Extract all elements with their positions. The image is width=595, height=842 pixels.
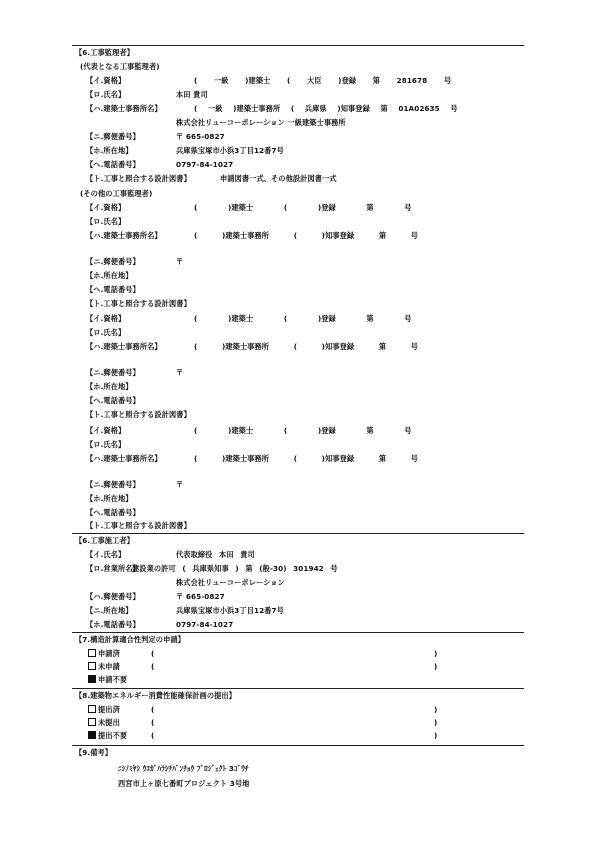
other3-sekkei-label: 【ト.工事と照合する設計図書】 [86, 521, 191, 530]
other1-jimusho-value: ( )建築士事務所 ( )知事登録 第 号 [194, 231, 419, 240]
checkbox[interactable] [88, 649, 96, 657]
remarks-kana: ﾆｼﾉﾐﾔｼ ｳｴｶﾞﾊﾗｼﾁﾊﾞﾝﾁｮｳ ﾌﾟﾛｼﾞｪｸﾄ 3ｺﾞｳﾁ [118, 764, 249, 773]
open-paren: ( [151, 731, 155, 740]
section-rule [72, 688, 524, 689]
rep-jimusho-value: ( 一級 )建築士事務所 ( 兵庫県 )知事登録 第 01A02635 号 [194, 104, 458, 113]
s8-option-row [88, 731, 127, 740]
s7-option-label: 申請不要 [98, 675, 128, 684]
rep-supervisor-heading: (代表となる工事監理者) [80, 62, 160, 71]
checkbox[interactable] [88, 662, 96, 670]
other1-denwa-label: 【ヘ.電話番号】 [86, 285, 140, 294]
contractor-denwa-label: 【ホ.電話番号】 [86, 620, 140, 629]
section-rule [72, 632, 524, 633]
close-paren: ) [434, 705, 438, 714]
other1-yubin-label: 【ニ.郵便番号】 [86, 257, 140, 266]
other3-denwa-label: 【ヘ.電話番号】 [86, 508, 140, 517]
checkbox[interactable] [88, 718, 96, 726]
s7-option-row [88, 662, 120, 671]
other1-sekkei-label: 【ト.工事と照合する設計図書】 [86, 299, 191, 308]
remarks-project-name: 西宮市上ヶ原七番町プロジェクト 3号地 [118, 779, 250, 788]
top-rule [72, 45, 524, 46]
other1-shimei-label: 【ロ.氏名】 [86, 217, 126, 226]
s8-option-row [88, 718, 120, 727]
rep-sekkei-label: 【ト.工事と照合する設計図書】 [86, 174, 191, 183]
open-paren: ( [151, 705, 155, 714]
rep-shozaichi-label: 【ホ.所在地】 [86, 146, 133, 155]
contractor-denwa-value: 0797-84-1027 [176, 620, 234, 629]
contractor-company: 株式会社リューコーポレーション [176, 578, 285, 587]
other2-shozaichi-label: 【ホ.所在地】 [86, 382, 133, 391]
other1-yubin-value: 〒 [176, 257, 184, 266]
section-rule [72, 533, 524, 534]
checkbox-checked[interactable] [88, 675, 96, 683]
contractor-yubin-label: 【ハ.郵便番号】 [86, 592, 140, 601]
section-8-heading: 【8.建築物エネルギー消費性能確保計画の提出】 [75, 691, 236, 700]
other2-shikaku-label: 【イ.資格】 [86, 314, 126, 323]
rep-shikaku-value: ( 一級 )建築士 ( 大臣 )登録 第 281678 号 [194, 76, 452, 85]
other3-jimusho-label: 【ハ.建築士事務所名】 [86, 454, 162, 463]
contractor-shimei-label: 【イ.氏名】 [86, 550, 126, 559]
rep-sekkei-value: 申請図書一式、その他設計図書一式 [220, 174, 337, 183]
other3-jimusho-value: ( )建築士事務所 ( )知事登録 第 号 [194, 454, 419, 463]
s8-option-label: 提出済 [98, 705, 120, 714]
s8-option-label: 未提出 [98, 718, 120, 727]
rep-jimusho-label: 【ハ.建築士事務所名】 [86, 104, 162, 113]
s8-option-row [88, 705, 120, 714]
other2-yubin-label: 【ニ.郵便番号】 [86, 368, 140, 377]
rep-jimusho-name: 株式会社リューコーポレーション 一級建築士事務所 [176, 118, 346, 127]
other1-shikaku-label: 【イ.資格】 [86, 203, 126, 212]
other1-jimusho-label: 【ハ.建築士事務所名】 [86, 231, 162, 240]
contractor-kyoka-label: 【ロ.営業所名】 [86, 564, 140, 573]
checkbox-checked[interactable] [88, 731, 96, 739]
rep-shikaku-label: 【イ.資格】 [86, 76, 126, 85]
other-supervisor-heading: (その他の工事監理者) [80, 189, 153, 198]
close-paren: ) [434, 649, 438, 658]
open-paren: ( [151, 662, 155, 671]
close-paren: ) [434, 718, 438, 727]
contractor-heading: 【6.工事施工者】 [75, 536, 134, 545]
other2-shimei-label: 【ロ.氏名】 [86, 328, 126, 337]
rep-denwa-label: 【ヘ.電話番号】 [86, 160, 140, 169]
rep-yubin-value: 〒 665-0827 [176, 132, 225, 141]
rep-yubin-label: 【ニ.郵便番号】 [86, 132, 140, 141]
s7-option-row [88, 649, 120, 658]
other2-shikaku-value: ( )建築士 ( )登録 第 号 [194, 314, 412, 323]
close-paren: ) [434, 731, 438, 740]
contractor-kyoka-value: 建設業の許可 ( 兵庫県知事 ) 第 (般-30) 301942 号 [132, 564, 338, 573]
contractor-shimei-value: 代表取締役 本田 貴司 [176, 550, 255, 559]
rep-denwa-value: 0797-84-1027 [176, 160, 234, 169]
other2-jimusho-label: 【ハ.建築士事務所名】 [86, 342, 162, 351]
other2-yubin-value: 〒 [176, 368, 184, 377]
other3-yubin-label: 【ニ.郵便番号】 [86, 480, 140, 489]
other3-shikaku-value: ( )建築士 ( )登録 第 号 [194, 426, 412, 435]
other2-sekkei-label: 【ト.工事と照合する設計図書】 [86, 410, 191, 419]
other3-shimei-label: 【ロ.氏名】 [86, 440, 126, 449]
open-paren: ( [151, 649, 155, 658]
s7-option-label: 申請済 [98, 649, 120, 658]
contractor-yubin-value: 〒 665-0827 [176, 592, 225, 601]
section-9-heading: 【9.備考】 [75, 748, 113, 757]
other3-yubin-value: 〒 [176, 480, 184, 489]
s8-option-label: 提出不要 [98, 731, 128, 740]
s7-option-row [88, 675, 127, 684]
rep-shimei-value: 本田 貴司 [176, 90, 208, 99]
close-paren: ) [434, 662, 438, 671]
s7-option-label: 未申請 [98, 662, 120, 671]
rep-shozaichi-value: 兵庫県宝塚市小浜3丁目12番7号 [176, 146, 284, 155]
section-7-heading: 【7.構造計算適合性判定の申請】 [75, 635, 185, 644]
other1-shikaku-value: ( )建築士 ( )登録 第 号 [194, 203, 412, 212]
section-rule [72, 745, 524, 746]
other3-shozaichi-label: 【ホ.所在地】 [86, 494, 133, 503]
contractor-shozaichi-label: 【ニ.所在地】 [86, 606, 133, 615]
other2-denwa-label: 【ヘ.電話番号】 [86, 396, 140, 405]
other1-shozaichi-label: 【ホ.所在地】 [86, 271, 133, 280]
contractor-shozaichi-value: 兵庫県宝塚市小浜3丁目12番7号 [176, 606, 284, 615]
other3-shikaku-label: 【イ.資格】 [86, 426, 126, 435]
open-paren: ( [151, 718, 155, 727]
other2-jimusho-value: ( )建築士事務所 ( )知事登録 第 号 [194, 342, 419, 351]
section-6-heading: 【6.工事監理者】 [75, 48, 134, 57]
checkbox[interactable] [88, 705, 96, 713]
rep-shimei-label: 【ロ.氏名】 [86, 90, 126, 99]
